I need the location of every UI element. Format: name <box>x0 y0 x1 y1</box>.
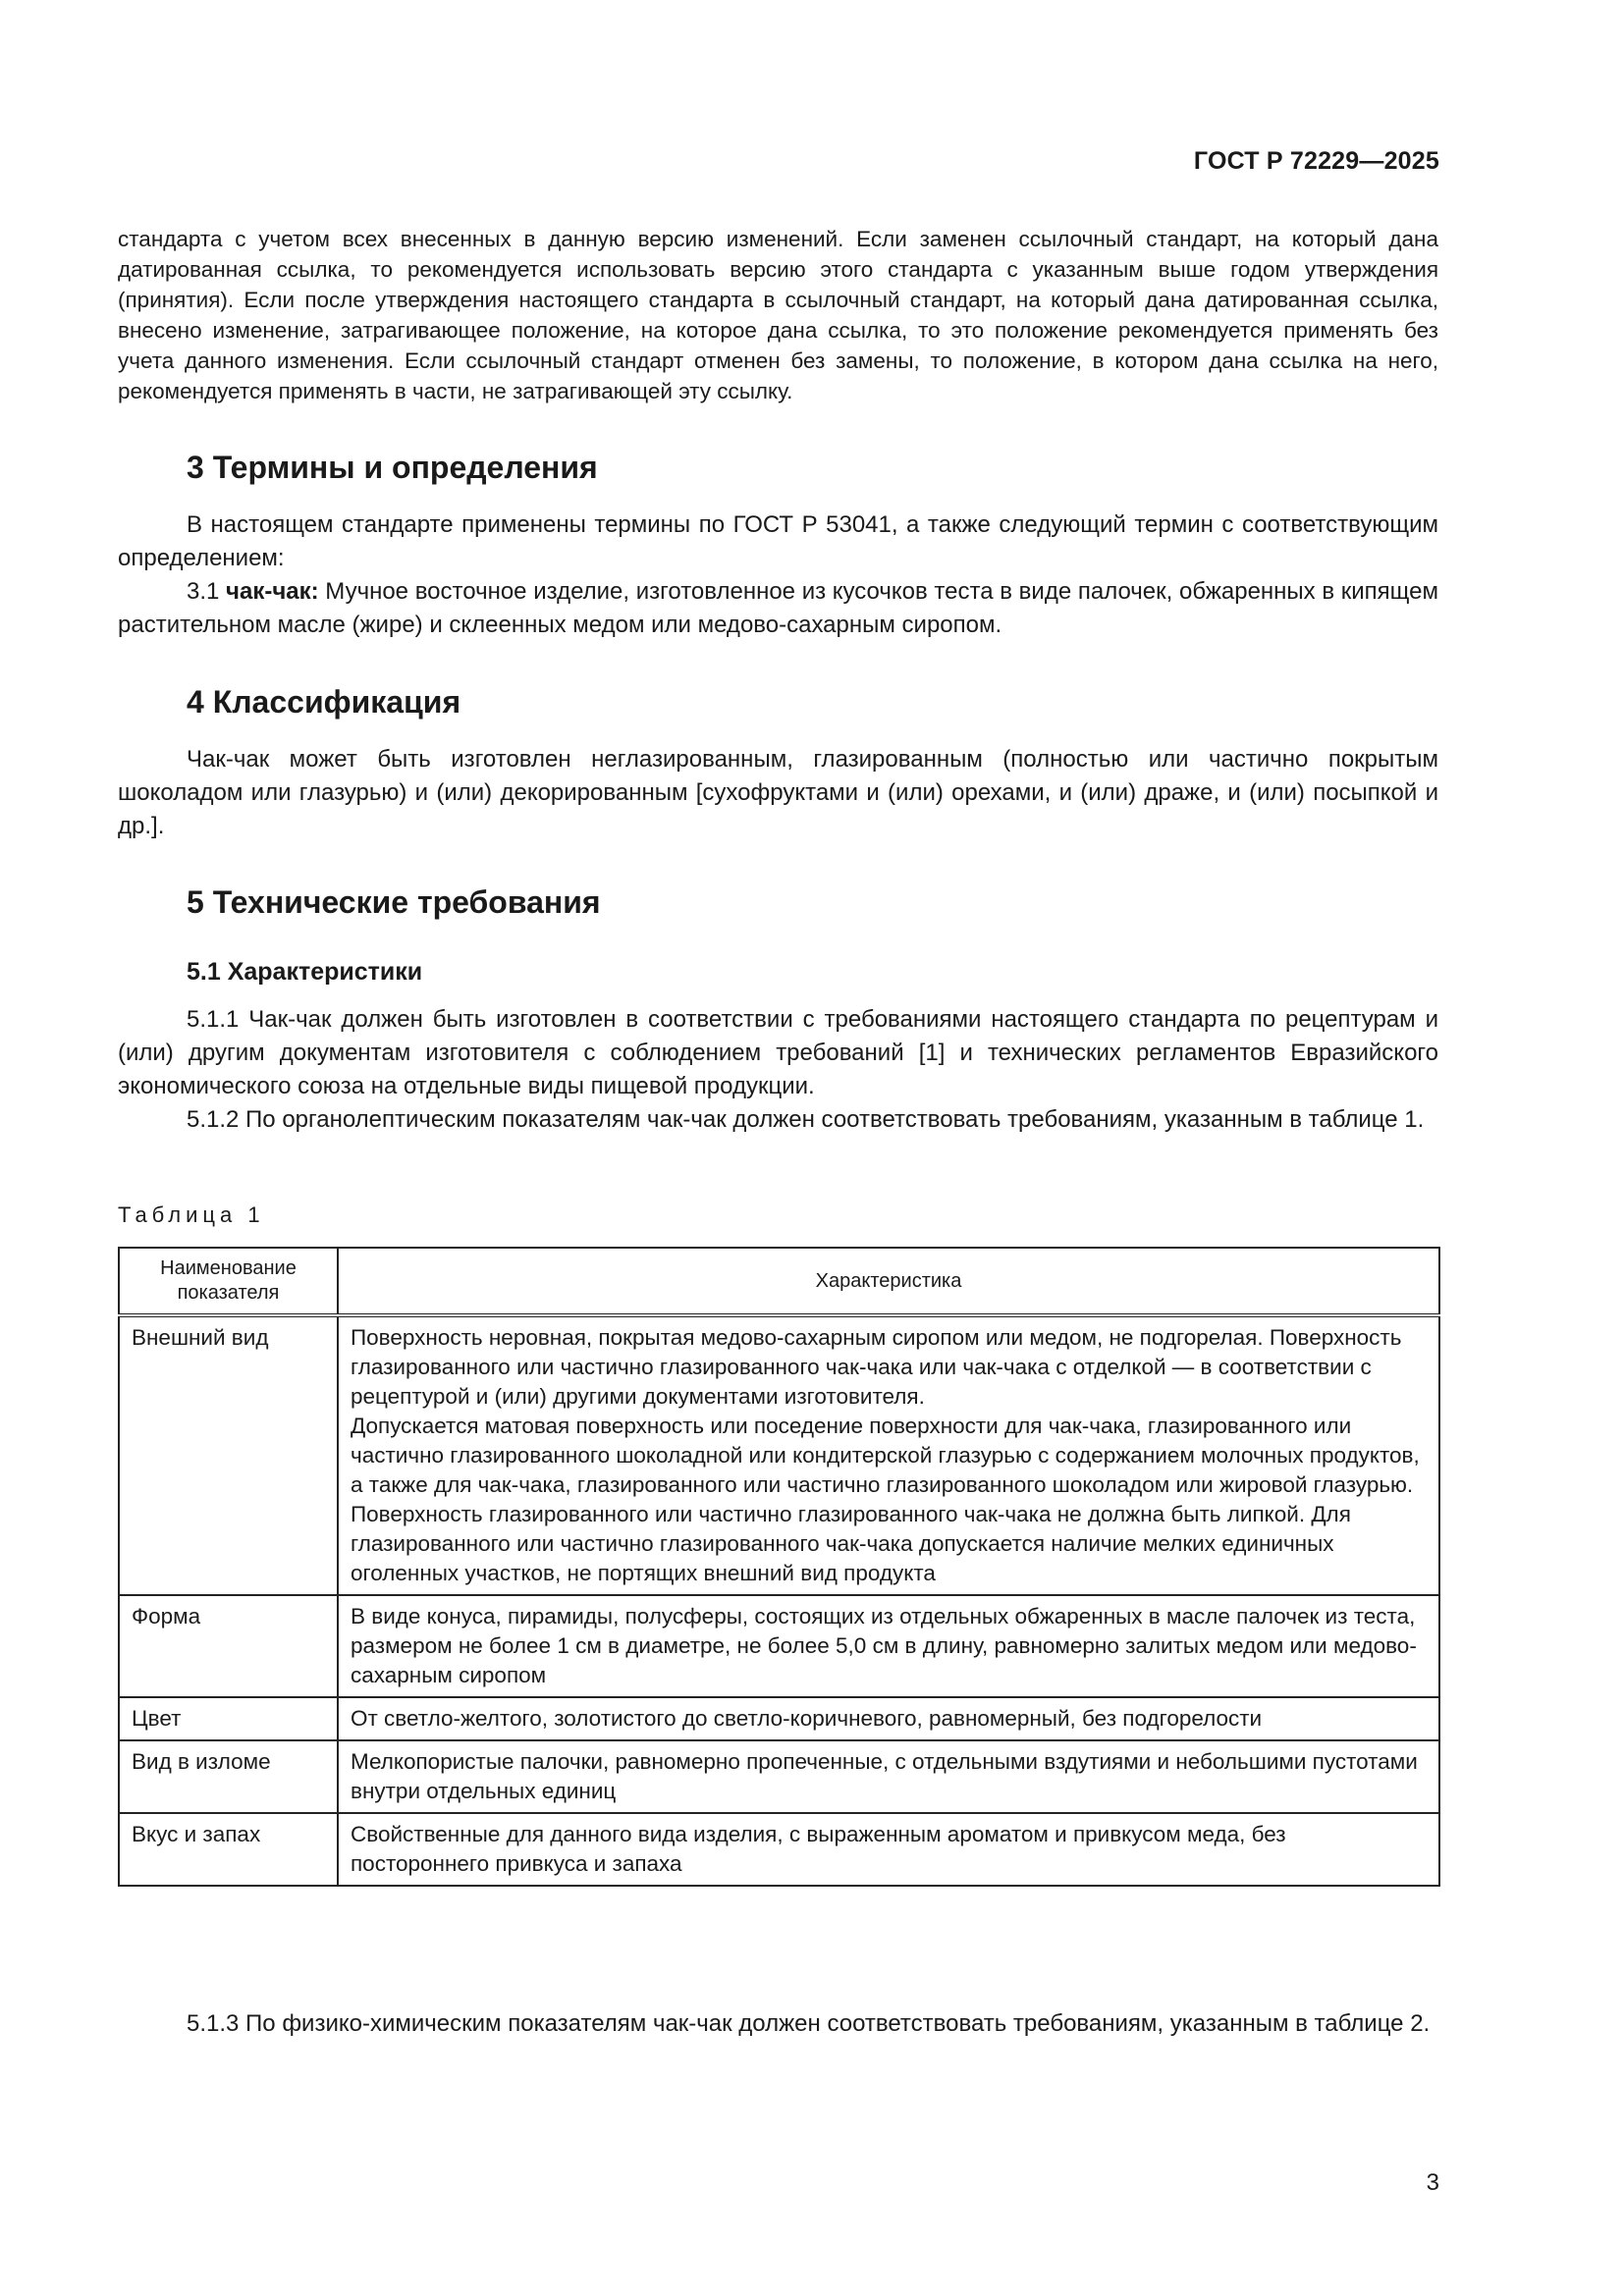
table-row <box>119 1740 1439 1813</box>
table-1-caption: Таблица 1 <box>118 1202 265 1227</box>
term-text: Мучное восточное изделие, изготовленное из кусочков теста в виде палочек, обжаренных в кипящем растительном масле (жире) и склеенных медом или медово-сахарным сиропом. <box>118 578 1439 638</box>
section-4-paragraph <box>118 743 1438 843</box>
section-3-text: В настоящем стандарте применены термины по ГОСТ Р 53041, а также следующий термин с соответствующим определением: <box>118 511 1438 571</box>
paragraph-5-1-2 <box>118 1103 1438 1137</box>
table-header-name: Наименование показателя <box>119 1248 338 1315</box>
section-5-title: 5 Технические требования <box>187 884 601 920</box>
row-value: Поверхность неровная, покрытая медово-сахарным сиропом или медом, не подгорелая. Поверхность глазированного или частично глазированного чак-чака или чак-чака с отделкой — в соответствии с рецептурой и (или) другими документами изготовителя. Допускается матовая поверхность или поседение поверхности для чак-чака, глазированного или частично глазированного шоколадной или кондитерской глазурью с содержанием молочных продуктов, а также для чак-чака, глазированного или частично глазированного шоколадом или жировой глазурью. Поверхность глазированного или частично глазированного чак-чака не должна быть липкой. Для глазированного или частично глазированного чак-чака допускается наличие мелких единичных оголенных участков, не портящих внешний вид продукта <box>338 1315 1439 1595</box>
document-code-header: ГОСТ Р 72229—2025 <box>1193 147 1439 175</box>
row-value: От светло-желтого, золотистого до светло-коричневого, равномерный, без подгорелости <box>338 1697 1439 1740</box>
row-name: Вид в изломе <box>119 1740 338 1813</box>
table-row <box>119 1697 1439 1740</box>
section-4-text: Чак-чак может быть изготовлен неглазированным, глазированным (полностью или частично покрытым шоколадом или глазурью) и (или) декорированным [сухофруктами и (или) орехами, и (или) драже, и (или) посыпкой и др.]. <box>118 746 1438 839</box>
paragraph-5-1-2-text: 5.1.2 По органолептическим показателям чак-чак должен соответствовать требованиям, указанным в таблице 1. <box>187 1106 1425 1133</box>
term-number: 3.1 <box>187 578 227 605</box>
paragraph-5-1-3-text: 5.1.3 По физико-химическим показателям чак-чак должен соответствовать требованиям, указанным в таблице 2. <box>187 2010 1431 2037</box>
intro-paragraph: стандарта с учетом всех внесенных в данную версию изменений. Если заменен ссылочный стандарт, на который дана датированная ссылка, то рекомендуется использовать версию этого стандарта с указанным выше годом утверждения (принятия). Если после утверждения настоящего стандарта в ссылочный стандарт, на который дана датированная ссылка, внесено изменение, затрагивающее положение, на которое дана ссылка, то это положение рекомендуется применять без учета данного изменения. Если ссылочный стандарт отменен без замены, то положение, в котором дана ссылка на него, рекомендуется применять в части, не затрагивающей эту ссылку. <box>118 227 1438 403</box>
section-3-title: 3 Термины и определения <box>187 450 598 485</box>
row-name: Цвет <box>119 1697 338 1740</box>
row-value: Свойственные для данного вида изделия, с выраженным ароматом и привкусом меда, без постороннего привкуса и запаха <box>338 1813 1439 1886</box>
table-row <box>119 1813 1439 1886</box>
table-row <box>119 1595 1439 1697</box>
row-value: В виде конуса, пирамиды, полусферы, состоящих из отдельных обжаренных в масле палочек из теста, размером не более 1 см в диаметре, не более 5,0 см в длину, равномерно залитых медом или медово-сахарным сиропом <box>338 1595 1439 1697</box>
term-name: чак-чак: <box>226 578 319 605</box>
paragraph-5-1-3 <box>118 2007 1438 2041</box>
row-name: Форма <box>119 1595 338 1697</box>
table-header-characteristic: Характеристика <box>338 1248 1439 1315</box>
subsection-5-1-title: 5.1 Характеристики <box>187 958 423 986</box>
page-number: 3 <box>1426 2169 1439 2196</box>
row-value: Мелкопористые палочки, равномерно пропеченные, с отдельными вздутиями и небольшими пустотами внутри отдельных единиц <box>338 1740 1439 1813</box>
term-definition <box>118 575 1438 642</box>
section-4-title: 4 Классификация <box>187 684 461 720</box>
row-name: Внешний вид <box>119 1315 338 1595</box>
row-name: Вкус и запах <box>119 1813 338 1886</box>
section-3-paragraph <box>118 508 1438 575</box>
paragraph-5-1-1-text: 5.1.1 Чак-чак должен быть изготовлен в соответствии с требованиями настоящего стандарта по рецептурам и (или) другим документам изготовителя с соблюдением требований [1] и технических регламентов Евразийского экономического союза на отдельные виды пищевой продукции. <box>118 1006 1438 1099</box>
table-header-row <box>119 1248 1439 1315</box>
table-1 <box>118 1247 1440 1887</box>
paragraph-5-1-1 <box>118 1003 1438 1103</box>
table-row <box>119 1315 1439 1595</box>
